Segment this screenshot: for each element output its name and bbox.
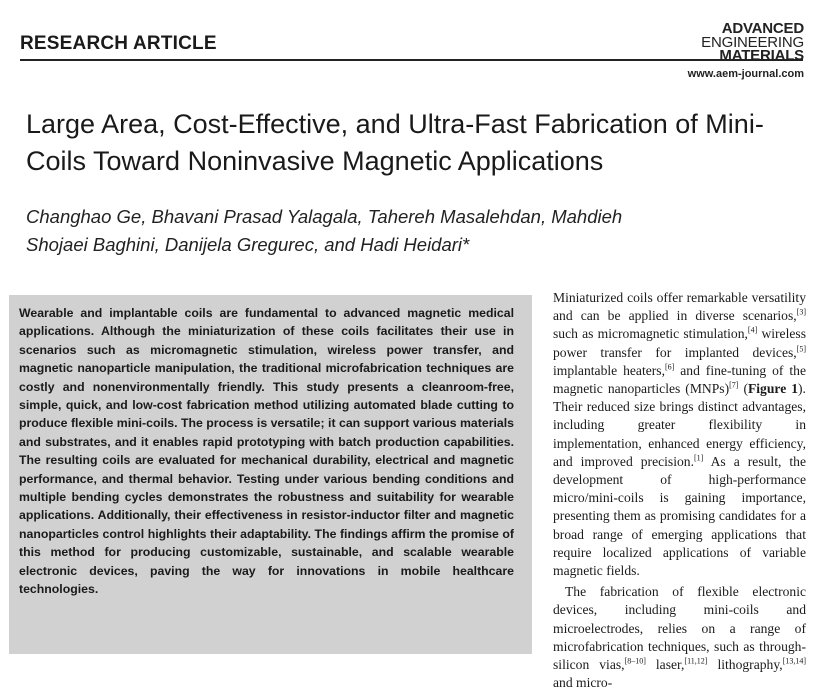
text-run: laser,	[645, 657, 685, 673]
text-run: (	[738, 381, 748, 397]
logo-line-2: ENGINEERING	[701, 34, 804, 51]
citation-link[interactable]: [13,14]	[782, 656, 806, 666]
text-run: implantable heaters,	[553, 362, 665, 378]
author-list: Changhao Ge, Bhavani Prasad Yalagala, Tahereh Masalehdan, Mahdieh Shojaei Baghini, Danijela Gregurec, and Hadi Heidari*	[26, 206, 623, 255]
citation-link[interactable]: [6]	[665, 362, 675, 372]
citation-link[interactable]: [5]	[796, 344, 806, 354]
citation-link[interactable]: [7]	[729, 380, 739, 390]
header-rule	[20, 59, 803, 61]
citation-link[interactable]: [8–10]	[624, 656, 646, 666]
logo-line-3: MATERIALS	[719, 47, 804, 64]
text-run: ). Their reduced size brings distinct advantages, including greater flexibility in implementation, enhanced energy efficiency, and improved precision.	[553, 381, 806, 469]
text-run: wireless power transfer for implanted devices,	[553, 326, 806, 360]
text-run: Miniaturized coils offer remarkable versatility and can be applied in diverse scenarios,	[553, 290, 806, 324]
figure-reference-link[interactable]: Figure 1	[747, 381, 799, 397]
text-run: and micro-	[553, 675, 613, 691]
body-paragraph-2	[553, 583, 806, 692]
body-column	[553, 289, 806, 692]
citation-link[interactable]: [3]	[796, 307, 806, 317]
article-title: Large Area, Cost-Effective, and Ultra-Fast Fabrication of Mini-Coils Toward Noninvasive Magnetic Applications	[26, 109, 764, 176]
journal-logo[interactable]	[684, 22, 804, 63]
logo-line-1: ADVANCED	[721, 20, 804, 37]
section-label: RESEARCH ARTICLE	[20, 33, 217, 54]
body-paragraph-1	[553, 289, 806, 580]
text-run: lithography,	[707, 657, 783, 673]
text-run: As a result, the development of high-performance micro/mini-coils is gaining importance, presenting them as promising candidates for a broad range of emerging applications that require localized applications of variable magnetic fields.	[553, 453, 806, 579]
text-run: and fine-tuning of the magnetic nanoparticles (MNPs)	[553, 362, 806, 397]
citation-link[interactable]: [1]	[694, 453, 704, 463]
journal-url[interactable]: www.aem-journal.com	[687, 68, 804, 80]
abstract-text: Wearable and implantable coils are fundamental to advanced magnetic medical applications. Although the miniaturization of these coils facilitates their use in scenarios such as micromagnetic stimulation, wireless power transfer, and magnetic nanoparticle manipulation, the traditional microfabrication techniques are costly and nonenvironmentally friendly. This study presents a cleanroom-free, simple, quick, and low-cost fabrication method utilizing automated blade cutting to produce flexible mini-coils. The process is versatile; it can support various materials and substrates, and it enables rapid prototyping with batch production capabilities. The resulting coils are evaluated for mechanical durability, electrical and magnetic performance, and thermal behavior. Testing under various bending conditions and multiple bending cycles demonstrates the robustness and suitability for wearable applications. Additionally, their effectiveness in resistor-inductor filter and magnetic nanoparticles control highlights their adaptability. The findings affirm the promise of this method for producing customizable, sustainable, and scalable wearable electronic devices, paving the way for innovations in mobile healthcare technologies.	[19, 306, 514, 597]
citation-link[interactable]: [4]	[747, 325, 758, 335]
text-run: such as micromagnetic stimulation,	[553, 326, 748, 342]
citation-link[interactable]: [11,12]	[684, 656, 708, 666]
text-run: The fabrication of flexible electronic devices, including mini-coils and microelectrodes, relies on a range of microfabrication techniques, such as through-silicon vias,	[553, 584, 806, 673]
